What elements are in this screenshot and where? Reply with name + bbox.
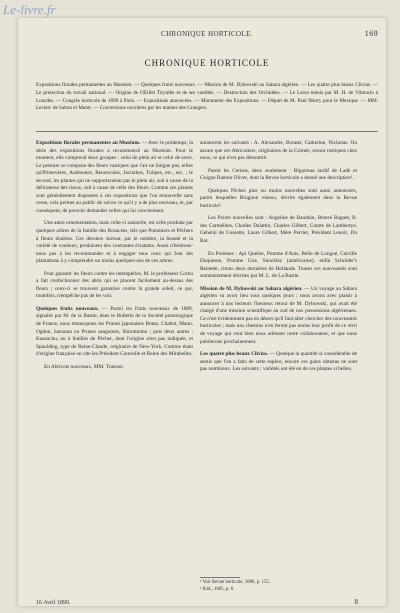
signature-mark: 8 bbox=[354, 598, 358, 606]
paragraph bbox=[36, 140, 193, 215]
paragraph bbox=[36, 271, 193, 301]
paragraph-text: Les Poires nouvelles sont : Angeline de Baudoin, Beurré Baguet, B. des Carmélites, Charles Dalattin, Charles Gilbert, Comte de Lambertye, Général de Cossette, Laure Gilbert, Mère Perrier, Président Lenoir, Du Rat. bbox=[200, 215, 357, 245]
paragraph bbox=[200, 286, 357, 346]
section-heading: Quelques fruits nouveaux. bbox=[36, 305, 99, 312]
left-column bbox=[36, 140, 193, 376]
footnote: ¹ Voir Revue horticole, 1888, p. 155. bbox=[200, 580, 271, 585]
paragraph bbox=[200, 215, 357, 245]
running-title: CHRONIQUE HORTICOLE. bbox=[161, 30, 253, 38]
paragraph bbox=[200, 351, 357, 374]
paragraph bbox=[200, 140, 357, 163]
paragraph bbox=[200, 188, 357, 211]
page-number: 169 bbox=[364, 29, 378, 38]
section-heading: Mission de M. Dybowski au Sahara algérien. bbox=[200, 285, 303, 292]
paragraph bbox=[200, 251, 357, 281]
paragraph-text: Pour garantir les fleurs contre les intempéries, M. le professeur Cornu a fait confectionner des abris qui se placent facilement au-dessus des fleurs ; ceux-ci se trouvent garanties contre la grande soleil, ce qui, toutefois, n'empêche pas de les voir. bbox=[36, 270, 193, 300]
issue-date: 16 Avril 1890. bbox=[36, 600, 71, 606]
paragraph bbox=[200, 168, 357, 183]
footnote: ² Ibid., 1885, p. 6. bbox=[200, 586, 235, 592]
running-header bbox=[36, 30, 378, 40]
paragraph-text: Une autre ornementation, mais celle-ci naturelle, est celle produite par quelques arbres de la famille des Rosacées, tels que Pommiers et Pêchers à fleurs doubles. Ces derniers surtout, par le nombre, la beauté et la variété de couleurs, produisent des contrastes éclatants. Aussi n'hésitons-nous pas à les recommander et à engager tous ceux qui font des plantations à y comprendre un moins quelques-uns de ces arbres. bbox=[36, 220, 193, 265]
paragraph-text: — Parmi les fruits nouveaux de 1889, signalés par M. de la Bastie, dans le Bulletin de la Société pomologique de France, nous remarquons les Prunes japonaises Botan, Chabot, Mann, Ogdon, Satsuma ou Prunes sanguines, Shiromomo ; puis deux autres : Kasauchu, ou à feuilles de Pêcher, dont l'origine n'est pas indiquée, et Spaulding, type de Reine-Claude, originaire de New-York. Comme étant d'origine française on cite les Président Couriolle et Reine des Mirabelles. bbox=[36, 305, 193, 358]
watermark-logo: Le-livre.fr bbox=[3, 2, 56, 17]
paragraph-text: En Pommes : Api Quétier, Pomme d'Anis, Belle de Longué, Calville Duquesne, Pomme Cire, Shockley (américaine), enfin Schröder's Reinette, citons deux dernières de Hollande. Toutes ces nouveautés sont sommairement décrites par M. L. de La Bastie. bbox=[200, 250, 357, 280]
paragraph-text: annoncent les suivants : A. Alexandre, Bonnet, Catherine, Nicholas. On assure que ces Abricotiers, originaires de la Crimée, seront rustiques chez nous, ce qui n'est pas démontré. bbox=[200, 140, 357, 162]
summary-divider bbox=[36, 131, 378, 132]
section-heading: Les quatre plus beaux Clivias. bbox=[200, 351, 269, 358]
paragraph-text: Parmi les Cerises, deux seulement : Bigarreau tardif de Ladé et Guigne Ramon Oliver, dont la Revue horticole a donné une description¹. bbox=[200, 167, 357, 182]
paragraph-text: — Quelque la quantité si considérable de semis que l'on a faits de cette espèce, encore ces gains obtenus ne sont pas nombreux. Les suivants : variétés ont été en de ces plantes si belles. bbox=[200, 351, 357, 373]
paragraph bbox=[36, 220, 193, 265]
paragraph-text: En Abricots nouveaux, MM. Transon bbox=[44, 363, 123, 370]
paragraph-text: Quelques Pêches plus ou moins nouvelles sont aussi annoncées, parmi lesquelles Brugnon vineux, décrite également dans la Revue horticole². bbox=[200, 187, 357, 209]
footnotes bbox=[200, 580, 357, 593]
paragraph-text: — Un voyage au Sahara algérien va avoir lieu sous quelques jours ; nous avons avec plaisir à annoncer à nos lecteurs l'heureux retour de M. Dybowski, qui avait été chargé d'une mission scientifique au sud de nos possessions algériennes. Ce n'est évidemment pas en désert qu'il faut aller chercher des nouveautés horticoles ; mais nos chemins n'en feront pas moins leur profit de ce récit de voyage qui veut bien nous adresser notre collaborateur, et que nous publierons prochainement. bbox=[200, 285, 357, 345]
right-column bbox=[200, 140, 357, 379]
section-heading: Expositions florales permanentes au Muséum. bbox=[36, 140, 141, 146]
footnote-divider bbox=[200, 577, 240, 578]
paragraph bbox=[36, 364, 193, 372]
paragraph bbox=[36, 306, 193, 359]
article-title: CHRONIQUE HORTICOLE bbox=[144, 58, 270, 68]
article-summary: Expositions florales permanentes au Muséum. — Quelques fruits nouveaux. — Mission de M. Dybowski au Sahara algérien. — Les quatre plus beaux Clivias. — Le protection du travail national. — Origine de l'Œillet Tirynthe et de ses variétés. — Destruction des Orchidées. — Le Lawn tennis par M. H. de Vilmorin à Lourdes. — Congrès horticole de 1890 à Paris. — Expositions annoncées. — Monument des Expositions. — Départ de M. Paul Murry pour le Mexique. — MM. Leclerc de Sabon et Maret. — Conversions ouvrières par les marnes des Grangers. bbox=[36, 82, 378, 112]
paragraph-text: — Avec le printemps, la série des expositions florales a recommencé au Muséum. Pour le moment, elle comprend deux groupes : celui de plein air et celui de serre. Le premier se compose des fleurs rustiques que l'air ne fatigue pas, telles qu'Primevères, Anémones, Renoncules, Jacinthes, Tulipes, etc., etc. ; le second, les plantes qui ne supporteraient pas le plein air, soit à cause de la délicatesse des tissus, soit à cause de celle des fleurs. Comme ces plantes sont généralement disposées à ces expositions que l'on renouvelle sans cesse, cela permet au public de suivre ce qu'il y a de plus nouveau, et, par conséquent, de pouvoir demander celles qui lui conviennent. bbox=[36, 140, 194, 214]
